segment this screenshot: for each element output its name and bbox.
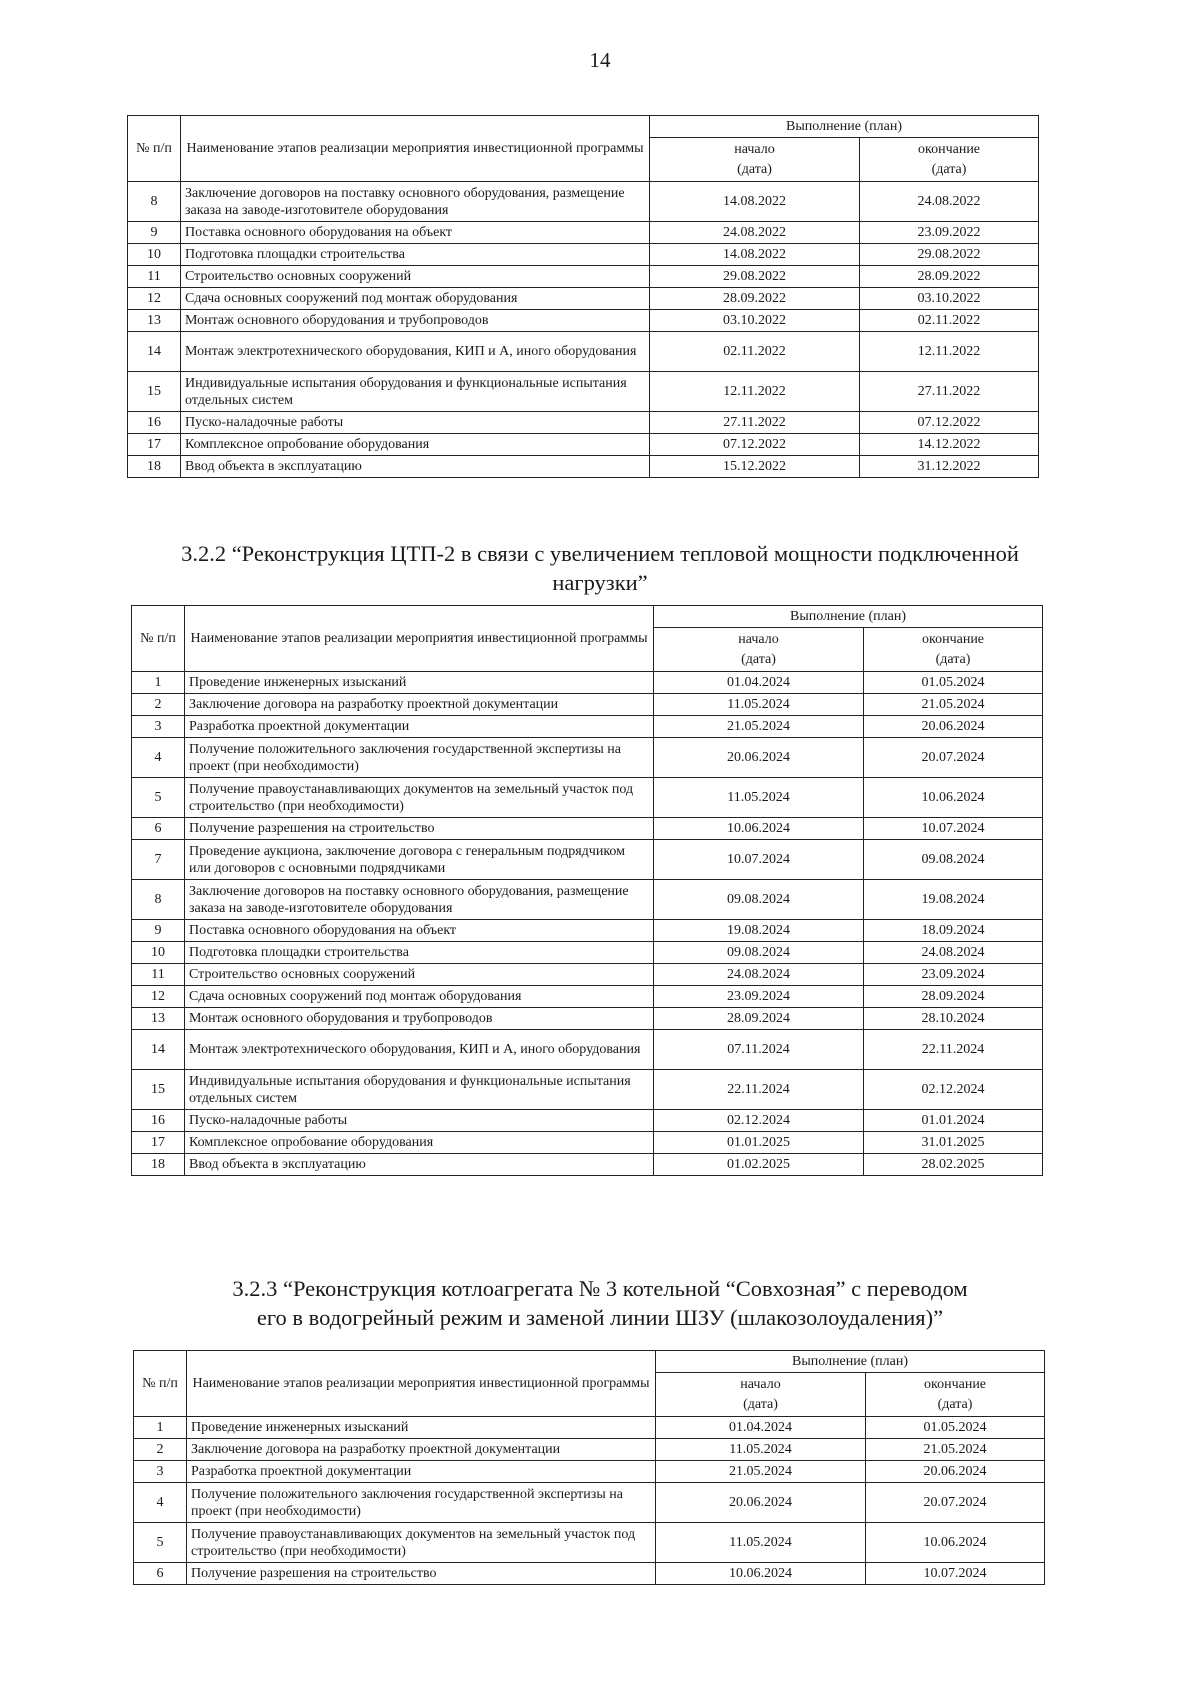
- row-end-date: 31.01.2025: [864, 1132, 1043, 1154]
- header-name: Наименование этапов реализации мероприятия инвестиционной программы: [181, 116, 650, 182]
- row-end-date: 10.06.2024: [864, 778, 1043, 818]
- row-number: 10: [132, 942, 185, 964]
- header-end-label: окончание: [917, 141, 981, 157]
- row-stage-name: Строительство основных сооружений: [181, 266, 650, 288]
- header-start: [656, 1373, 866, 1417]
- table-row: [134, 1461, 1045, 1483]
- row-end-date: 27.11.2022: [860, 372, 1039, 412]
- row-stage-name: Получение положительного заключения государственной экспертизы на проект (при необходимости): [187, 1483, 656, 1523]
- row-end-date: 01.05.2024: [866, 1417, 1045, 1439]
- row-start-date: 15.12.2022: [650, 456, 860, 478]
- row-start-date: 24.08.2022: [650, 222, 860, 244]
- table-row: [128, 332, 1039, 372]
- header-end: [866, 1373, 1045, 1417]
- row-end-date: 21.05.2024: [866, 1439, 1045, 1461]
- row-number: 2: [134, 1439, 187, 1461]
- table-row: [132, 942, 1043, 964]
- row-stage-name: Заключение договора на разработку проектной документации: [187, 1439, 656, 1461]
- header-end: [864, 628, 1043, 672]
- header-start-label: начало: [740, 1376, 781, 1392]
- header-start-label: начало: [734, 141, 775, 157]
- table-row: [128, 288, 1039, 310]
- row-end-date: 20.07.2024: [864, 738, 1043, 778]
- header-name: Наименование этапов реализации мероприятия инвестиционной программы: [185, 606, 654, 672]
- row-stage-name: Монтаж основного оборудования и трубопроводов: [181, 310, 650, 332]
- row-end-date: 09.08.2024: [864, 840, 1043, 880]
- row-start-date: 11.05.2024: [656, 1523, 866, 1563]
- row-end-date: 20.06.2024: [864, 716, 1043, 738]
- row-end-date: 23.09.2022: [860, 222, 1039, 244]
- table-row: [134, 1523, 1045, 1563]
- row-start-date: 01.02.2025: [654, 1154, 864, 1176]
- section-title-3-2-2: [100, 539, 1100, 597]
- row-start-date: 27.11.2022: [650, 412, 860, 434]
- row-number: 6: [132, 818, 185, 840]
- row-start-date: 01.01.2025: [654, 1132, 864, 1154]
- row-number: 3: [134, 1461, 187, 1483]
- schedule-table-3: [133, 1350, 1045, 1585]
- row-stage-name: Получение правоустанавливающих документов на земельный участок под строительство (при необходимости): [185, 778, 654, 818]
- table-row: [128, 222, 1039, 244]
- row-number: 8: [128, 182, 181, 222]
- table-row: [132, 1154, 1043, 1176]
- page-number: 14: [589, 48, 611, 72]
- row-start-date: 07.11.2024: [654, 1030, 864, 1070]
- row-end-date: 19.08.2024: [864, 880, 1043, 920]
- row-stage-name: Пуско-наладочные работы: [185, 1110, 654, 1132]
- row-start-date: 21.05.2024: [654, 716, 864, 738]
- row-stage-name: Монтаж электротехнического оборудования, КИП и А, иного оборудования: [181, 332, 650, 372]
- row-stage-name: Сдача основных сооружений под монтаж оборудования: [185, 986, 654, 1008]
- row-end-date: 28.02.2025: [864, 1154, 1043, 1176]
- row-start-date: 12.11.2022: [650, 372, 860, 412]
- section-title-line: 3.2.2 “Реконструкция ЦТП-2 в связи с увеличением тепловой мощности подключенной: [181, 541, 1019, 566]
- row-number: 7: [132, 840, 185, 880]
- row-start-date: 11.05.2024: [656, 1439, 866, 1461]
- row-number: 18: [132, 1154, 185, 1176]
- row-number: 1: [134, 1417, 187, 1439]
- row-start-date: 19.08.2024: [654, 920, 864, 942]
- row-stage-name: Комплексное опробование оборудования: [185, 1132, 654, 1154]
- row-end-date: 18.09.2024: [864, 920, 1043, 942]
- row-stage-name: Подготовка площадки строительства: [185, 942, 654, 964]
- header-num: № п/п: [128, 116, 181, 182]
- row-end-date: 02.12.2024: [864, 1070, 1043, 1110]
- row-stage-name: Индивидуальные испытания оборудования и функциональные испытания отдельных систем: [185, 1070, 654, 1110]
- row-number: 15: [128, 372, 181, 412]
- row-end-date: 28.09.2022: [860, 266, 1039, 288]
- row-number: 4: [134, 1483, 187, 1523]
- header-execution: Выполнение (план): [650, 116, 1039, 138]
- row-number: 8: [132, 880, 185, 920]
- row-stage-name: Подготовка площадки строительства: [181, 244, 650, 266]
- table-row: [132, 880, 1043, 920]
- header-start-date-label: (дата): [743, 1396, 778, 1412]
- row-stage-name: Комплексное опробование оборудования: [181, 434, 650, 456]
- row-end-date: 02.11.2022: [860, 310, 1039, 332]
- header-start-label: начало: [738, 631, 779, 647]
- row-number: 10: [128, 244, 181, 266]
- row-number: 4: [132, 738, 185, 778]
- row-stage-name: Получение правоустанавливающих документов на земельный участок под строительство (при необходимости): [187, 1523, 656, 1563]
- row-end-date: 20.06.2024: [866, 1461, 1045, 1483]
- row-number: 17: [132, 1132, 185, 1154]
- table-row: [132, 818, 1043, 840]
- row-number: 9: [128, 222, 181, 244]
- table-row: [128, 456, 1039, 478]
- row-number: 2: [132, 694, 185, 716]
- row-end-date: 12.11.2022: [860, 332, 1039, 372]
- row-number: 12: [132, 986, 185, 1008]
- row-stage-name: Разработка проектной документации: [185, 716, 654, 738]
- row-stage-name: Поставка основного оборудования на объект: [185, 920, 654, 942]
- row-stage-name: Монтаж основного оборудования и трубопроводов: [185, 1008, 654, 1030]
- section-title-3-2-3: [100, 1274, 1100, 1332]
- table-row: [128, 182, 1039, 222]
- row-number: 18: [128, 456, 181, 478]
- row-end-date: 14.12.2022: [860, 434, 1039, 456]
- row-start-date: 22.11.2024: [654, 1070, 864, 1110]
- table-row: [132, 694, 1043, 716]
- header-execution: Выполнение (план): [654, 606, 1043, 628]
- row-stage-name: Ввод объекта в эксплуатацию: [185, 1154, 654, 1176]
- row-start-date: 11.05.2024: [654, 694, 864, 716]
- row-stage-name: Ввод объекта в эксплуатацию: [181, 456, 650, 478]
- row-stage-name: Строительство основных сооружений: [185, 964, 654, 986]
- row-start-date: 20.06.2024: [656, 1483, 866, 1523]
- row-end-date: 28.09.2024: [864, 986, 1043, 1008]
- row-start-date: 21.05.2024: [656, 1461, 866, 1483]
- row-number: 1: [132, 672, 185, 694]
- row-end-date: 01.05.2024: [864, 672, 1043, 694]
- table-row: [132, 1132, 1043, 1154]
- table-row: [134, 1439, 1045, 1461]
- row-start-date: 28.09.2022: [650, 288, 860, 310]
- row-end-date: 10.07.2024: [866, 1563, 1045, 1585]
- row-end-date: 29.08.2022: [860, 244, 1039, 266]
- row-start-date: 03.10.2022: [650, 310, 860, 332]
- table-row: [134, 1417, 1045, 1439]
- row-stage-name: Заключение договоров на поставку основного оборудования, размещение заказа на заводе-изготовителе оборудования: [181, 182, 650, 222]
- row-number: 6: [134, 1563, 187, 1585]
- row-start-date: 09.08.2024: [654, 880, 864, 920]
- table-row: [134, 1563, 1045, 1585]
- row-number: 3: [132, 716, 185, 738]
- header-end-label: окончание: [923, 1376, 987, 1392]
- row-stage-name: Получение положительного заключения государственной экспертизы на проект (при необходимости): [185, 738, 654, 778]
- header-num: № п/п: [134, 1351, 187, 1417]
- table-row: [128, 434, 1039, 456]
- row-number: 9: [132, 920, 185, 942]
- schedule-table-2: [131, 605, 1043, 1176]
- row-end-date: 03.10.2022: [860, 288, 1039, 310]
- table-row: [132, 1030, 1043, 1070]
- table-row: [132, 672, 1043, 694]
- row-stage-name: Разработка проектной документации: [187, 1461, 656, 1483]
- schedule-table-1: [127, 115, 1039, 478]
- row-start-date: 02.12.2024: [654, 1110, 864, 1132]
- header-end: [860, 138, 1039, 182]
- row-start-date: 10.07.2024: [654, 840, 864, 880]
- row-number: 16: [132, 1110, 185, 1132]
- row-end-date: 20.07.2024: [866, 1483, 1045, 1523]
- header-end-date-label: (дата): [937, 1396, 973, 1412]
- header-start: [654, 628, 864, 672]
- table-row: [128, 310, 1039, 332]
- row-number: 5: [132, 778, 185, 818]
- row-number: 11: [128, 266, 181, 288]
- row-start-date: 11.05.2024: [654, 778, 864, 818]
- table-row: [132, 778, 1043, 818]
- table-row: [132, 738, 1043, 778]
- row-number: 13: [128, 310, 181, 332]
- header-execution: Выполнение (план): [656, 1351, 1045, 1373]
- row-stage-name: Проведение аукциона, заключение договора с генеральным подрядчиком или договоров с основными подрядчиками: [185, 840, 654, 880]
- row-number: 14: [132, 1030, 185, 1070]
- row-start-date: 01.04.2024: [656, 1417, 866, 1439]
- section-title-line: его в водогрейный режим и заменой линии ШЗУ (шлакозолоудаления)”: [256, 1305, 944, 1330]
- row-stage-name: Заключение договора на разработку проектной документации: [185, 694, 654, 716]
- row-stage-name: Проведение инженерных изысканий: [185, 672, 654, 694]
- row-stage-name: Индивидуальные испытания оборудования и функциональные испытания отдельных систем: [181, 372, 650, 412]
- header-end-date-label: (дата): [935, 651, 971, 667]
- row-number: 13: [132, 1008, 185, 1030]
- row-end-date: 21.05.2024: [864, 694, 1043, 716]
- row-stage-name: Сдача основных сооружений под монтаж оборудования: [181, 288, 650, 310]
- row-number: 11: [132, 964, 185, 986]
- table-row: [132, 986, 1043, 1008]
- row-end-date: 01.01.2024: [864, 1110, 1043, 1132]
- row-stage-name: Получение разрешения на строительство: [185, 818, 654, 840]
- row-end-date: 07.12.2022: [860, 412, 1039, 434]
- row-number: 12: [128, 288, 181, 310]
- table-row: [128, 372, 1039, 412]
- row-stage-name: Поставка основного оборудования на объект: [181, 222, 650, 244]
- row-start-date: 29.08.2022: [650, 266, 860, 288]
- row-number: 15: [132, 1070, 185, 1110]
- header-name: Наименование этапов реализации мероприятия инвестиционной программы: [187, 1351, 656, 1417]
- row-start-date: 02.11.2022: [650, 332, 860, 372]
- row-end-date: 24.08.2022: [860, 182, 1039, 222]
- row-start-date: 23.09.2024: [654, 986, 864, 1008]
- row-start-date: 07.12.2022: [650, 434, 860, 456]
- table-row: [132, 920, 1043, 942]
- row-start-date: 01.04.2024: [654, 672, 864, 694]
- row-start-date: 20.06.2024: [654, 738, 864, 778]
- row-number: 17: [128, 434, 181, 456]
- row-number: 14: [128, 332, 181, 372]
- table-row: [128, 412, 1039, 434]
- header-end-date-label: (дата): [931, 161, 967, 177]
- row-stage-name: Монтаж электротехнического оборудования, КИП и А, иного оборудования: [185, 1030, 654, 1070]
- table-row: [128, 266, 1039, 288]
- section-title-line: нагрузки”: [552, 570, 648, 595]
- row-start-date: 14.08.2022: [650, 182, 860, 222]
- table-row: [132, 840, 1043, 880]
- row-start-date: 24.08.2024: [654, 964, 864, 986]
- row-start-date: 14.08.2022: [650, 244, 860, 266]
- row-end-date: 24.08.2024: [864, 942, 1043, 964]
- row-end-date: 10.06.2024: [866, 1523, 1045, 1563]
- row-end-date: 23.09.2024: [864, 964, 1043, 986]
- table-row: [128, 244, 1039, 266]
- row-start-date: 28.09.2024: [654, 1008, 864, 1030]
- row-start-date: 09.08.2024: [654, 942, 864, 964]
- table-row: [132, 964, 1043, 986]
- row-end-date: 31.12.2022: [860, 456, 1039, 478]
- row-stage-name: Проведение инженерных изысканий: [187, 1417, 656, 1439]
- header-start-date-label: (дата): [737, 161, 772, 177]
- row-stage-name: Заключение договоров на поставку основного оборудования, размещение заказа на заводе-изготовителе оборудования: [185, 880, 654, 920]
- header-start: [650, 138, 860, 182]
- row-end-date: 22.11.2024: [864, 1030, 1043, 1070]
- table-row: [134, 1483, 1045, 1523]
- table-row: [132, 716, 1043, 738]
- row-stage-name: Пуско-наладочные работы: [181, 412, 650, 434]
- section-title-line: 3.2.3 “Реконструкция котлоагрегата № 3 котельной “Совхозная” с переводом: [232, 1276, 968, 1301]
- header-start-date-label: (дата): [741, 651, 776, 667]
- row-end-date: 28.10.2024: [864, 1008, 1043, 1030]
- table-row: [132, 1110, 1043, 1132]
- table-row: [132, 1070, 1043, 1110]
- row-start-date: 10.06.2024: [656, 1563, 866, 1585]
- header-end-label: окончание: [921, 631, 985, 647]
- header-num: № п/п: [132, 606, 185, 672]
- row-number: 16: [128, 412, 181, 434]
- row-end-date: 10.07.2024: [864, 818, 1043, 840]
- table-row: [132, 1008, 1043, 1030]
- row-number: 5: [134, 1523, 187, 1563]
- row-start-date: 10.06.2024: [654, 818, 864, 840]
- row-stage-name: Получение разрешения на строительство: [187, 1563, 656, 1585]
